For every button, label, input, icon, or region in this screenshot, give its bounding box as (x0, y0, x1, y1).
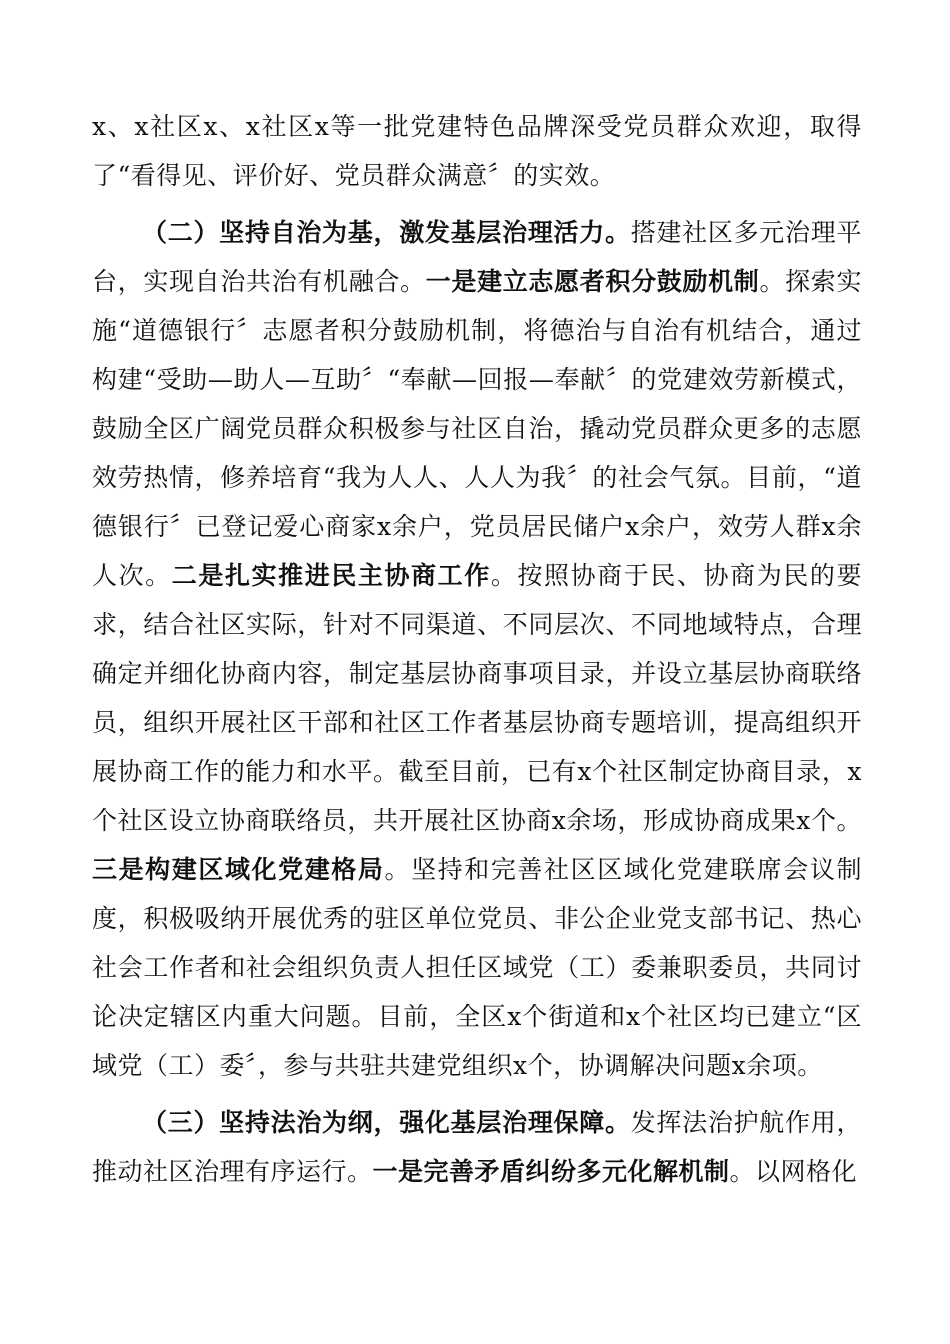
text-segment: 发挥法治护航作用，推动社区治理有序运行。 (92, 1108, 862, 1186)
section-heading-3: （三）坚持法治为纲，强化基层治理保障。 (142, 1108, 631, 1137)
subheading-democratic-consultation: 二是扎实推进民主协商工作 (171, 561, 491, 590)
text-segment: 。按照协商于民、协商为民的要求，结合社区实际，针对不同渠道、不同层次、不同地域特点，合理确定并细化协商内容，制定基层协商事项目录，并设立基层协商联络员，组织开展社区干部和社区工作者基层协商专题培训，提高组织开展协商工作的能力和水平。截至目前，已有x个社区制定协商目录，x个社区设立协商联络员，共开展社区协商x余场，形成协商成果x个。 (92, 561, 862, 835)
text-segment: 搭建社区多元治理平台，实现自治共治有机融合。 (92, 218, 862, 296)
paragraph-2 (92, 208, 862, 1090)
section-heading-2: （二）坚持自治为基，激发基层治理活力。 (142, 218, 631, 247)
text-segment: 。以网格化 (729, 1157, 858, 1186)
subheading-dispute-resolution: 一是完善矛盾纠纷多元化解机制 (372, 1157, 730, 1186)
subheading-regional-party-building: 三是构建区域化党建格局 (92, 855, 385, 884)
text-segment: 。探索实施“道德银行〞志愿者积分鼓励机制，将德治与自治有机结合，通过构建“受助—助人—互助〞“奉献—回报—奉献〞的党建效劳新模式，鼓励全区广阔党员群众积极参与社区自治，撬动党员群众更多的志愿效劳热情，修养培育“我为人人、人人为我〞的社会气氛。目前，“道德银行〞已登记爱心商家x余户，党员居民储户x余户，效劳人群x余人次。 (92, 267, 862, 590)
paragraph-1 (92, 102, 862, 200)
paragraph-3 (92, 1098, 862, 1196)
text-segment: 。坚持和完善社区区域化党建联席会议制度，积极吸纳开展优秀的驻区单位党员、非公企业党支部书记、热心社会工作者和社会组织负责人担任区域党（工）委兼职委员，共同讨论决定辖区内重大问题。目前，全区x个街道和x个社区均已建立“区域党（工）委〞，参与共驻共建党组织x个，协调解决问题x余项。 (92, 855, 862, 1080)
text-segment: x、x社区x、x社区x等一批党建特色品牌深受党员群众欢迎，取得了“看得见、评价好、党员群众满意〞的实效。 (92, 112, 862, 190)
document-body (92, 102, 862, 1196)
subheading-volunteer-points: 一是建立志愿者积分鼓励机制 (425, 267, 760, 296)
